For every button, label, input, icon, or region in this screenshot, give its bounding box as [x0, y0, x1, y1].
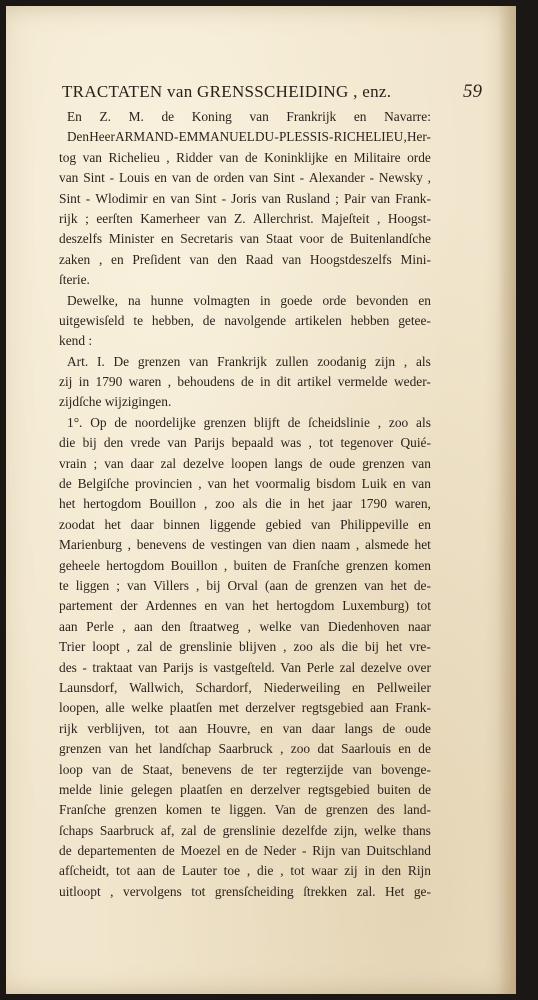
text-line: uitgewisſeld te hebben, de navolgende artikelen hebben getee-	[59, 312, 431, 328]
text-line: tog van Richelieu , Ridder van de Koninklijke en Militaire orde	[59, 149, 431, 165]
text-line: partement der Ardennes en van het hertogdom Luxemburg) tot	[59, 598, 431, 614]
text-line: ſchaps Saarbruck af, zal de grenslinie dezelfde zijn, welke thans	[59, 822, 431, 838]
text-line: Art. I. De grenzen van Frankrijk zullen zoodanig zijn , als	[67, 353, 431, 369]
text-line: 1°. Op de noordelijke grenzen blijft de ſcheidslinie , zoo als	[67, 414, 431, 430]
text-line: rijk verblijven, tot aan Houvre, en van daar langs de oude	[59, 720, 431, 736]
running-title: TRACTATEN van GRENSSCHEIDING , enz.	[62, 82, 392, 101]
text-line: zoodat het daar binnen liggende gebied van Philippeville en	[59, 516, 431, 532]
page-edge-shadow	[498, 6, 516, 994]
text-line: kend :	[59, 333, 93, 349]
text-line: rijk ; eerſten Kamerheer van Z. Allerchrist. Majeſteit , Hoogst-	[59, 210, 431, 226]
body-text	[59, 107, 431, 902]
text-line: deszelfs Minister en Secretaris van Staat voor de Buitenlandſche	[59, 231, 431, 247]
page-number: 59	[463, 81, 482, 102]
text-line: van Sint - Louis en van de orden van Sint - Alexander - Newsky ,	[59, 170, 431, 186]
text-line: zaken , en Preſident van den Raad van Hoogstdeszelfs Mini-	[59, 251, 431, 267]
text-line: Trier loopt , zal de grenslinie blijven , zoo als die bij het vre-	[59, 639, 431, 655]
text-line: Franſche grenzen komen te liggen. Van de grenzen des land-	[59, 802, 431, 818]
text-line: Sint - Wlodimir en van Sint - Joris van Rusland ; Pair van Frank-	[59, 190, 431, 206]
text-line: zijdſche wijzigingen.	[59, 394, 172, 410]
running-header	[62, 81, 482, 103]
text-line: uitloopt , vervolgens tot grensſcheiding ſtrekken zal. Het ge-	[59, 883, 431, 899]
text-line: grenzen van het landſchap Saarbruck , zoo dat Saarlouis en de	[59, 741, 431, 757]
text-line: afſcheidt, tot aan de Lauter toe , die , tot waar zij in den Rijn	[59, 863, 431, 879]
text-line: En Z. M. de Koning van Frankrijk en Navarre:	[67, 109, 431, 124]
text-line: loopen, alle welke plaatſen met derzelver regtsgebied aan Frank-	[59, 700, 431, 716]
text-line: Den Heer ARMAND - EMMANUEL DU - PLESSIS - RICHELIEU , Her-	[67, 129, 431, 145]
text-line: loop van de Staat, benevens de ter regterzijde van bovenge-	[59, 761, 431, 777]
text-line: de departementen de Moezel en de Neder - Rijn van Duitschland	[59, 843, 431, 859]
text-line: te liggen ; van Villers , bij Orval (aan de grenzen van het de-	[59, 577, 431, 593]
text-line: de Belgiſche provincien , van het voormalig bisdom Luik en van	[59, 476, 431, 492]
text-line: die bij den vrede van Parijs bepaald was , tot tegenover Quié-	[59, 435, 431, 451]
text-line: des - traktaat van Parijs is vastgeſteld. Van Perle zal dezelve over	[59, 659, 431, 675]
text-line: het hertogdom Bouillon , zoo als die in het jaar 1790 waren,	[59, 496, 431, 512]
book-page	[6, 6, 516, 994]
text-line: aan Perle , aan den ſtraatweg , welke van Diedenhoven naar	[59, 618, 431, 634]
text-line: vrain ; van daar zal dezelve loopen langs de oude grenzen van	[59, 455, 431, 471]
text-line: Marienburg , benevens de vestingen van dien naam , alsmede het	[59, 537, 431, 553]
text-line: melde linie gelegen plaatſen en derzelver regtsgebied buiten de	[59, 781, 431, 797]
text-line: Launsdorf, Wallwich, Schardorf, Niederweiling en Pellweiler	[59, 679, 431, 695]
text-line: Dewelke, na hunne volmagten in goede orde bevonden en	[67, 292, 431, 308]
text-line: ſterie.	[59, 272, 90, 288]
text-line: geheele hertogdom Bouillon , buiten de Franſche grenzen komen	[59, 557, 431, 573]
text-line: zij in 1790 waren , behoudens de in dit artikel vermelde weder-	[59, 374, 431, 390]
